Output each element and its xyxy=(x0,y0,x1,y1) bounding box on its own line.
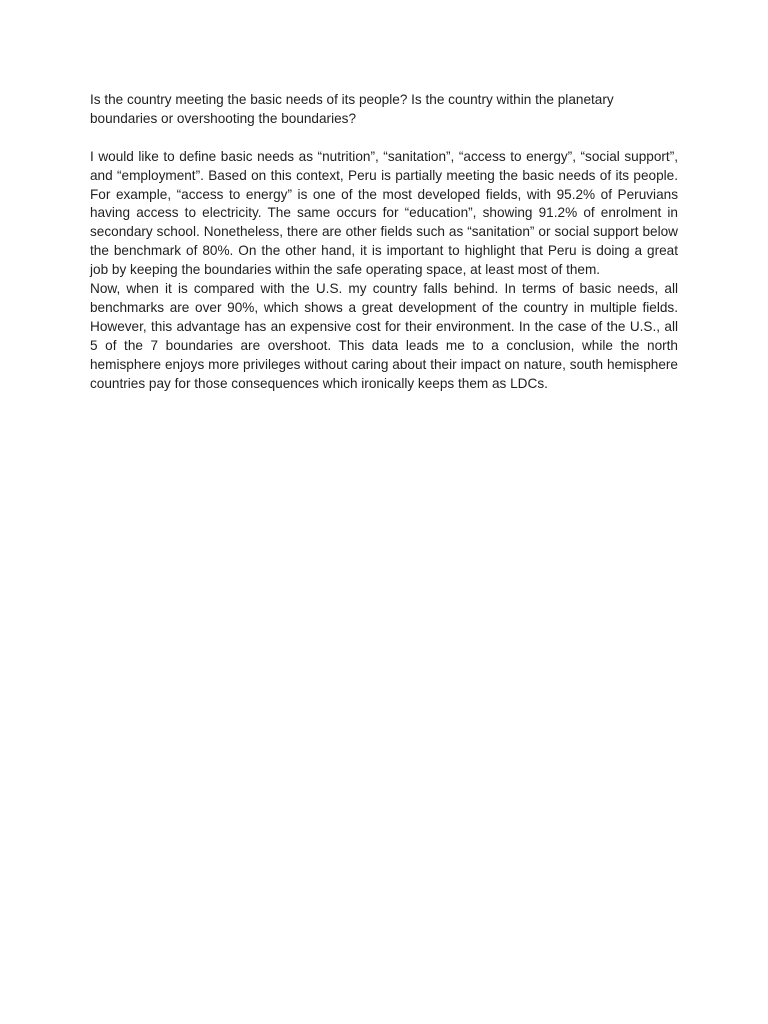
question-heading: Is the country meeting the basic needs of its people? Is the country within the planetary boundaries or overshooting the boundaries? xyxy=(90,92,614,126)
paragraph-basic-needs: I would like to define basic needs as “nutrition”, “sanitation”, “access to energy”, “social support”, and “employment”. Based on this context, Peru is partially meeting the basic needs of its people. For example, “access to energy” is one of the most developed fields, with 95.2% of Peruvians having access to electricity. The same occurs for “education”, showing 91.2% of enrolment in secondary school. Nonetheless, there are other fields such as “sanitation” or social support below the benchmark of 80%. On the other hand, it is important to highlight that Peru is doing a great job by keeping the boundaries within the safe operating space, at least most of them. xyxy=(90,148,678,278)
paragraph-us-comparison: Now, when it is compared with the U.S. my country falls behind. In terms of basic needs, all benchmarks are over 90%, which shows a great development of the country in multiple fields. However, this advantage has an expensive cost for their environment. In the case of the U.S., all 5 of the 7 boundaries are overshoot. This data leads me to a conclusion, while the north hemisphere enjoys more privileges without caring about their impact on nature, south hemisphere countries pay for those consequences which ironically keeps them as LDCs. xyxy=(90,281,678,391)
document-body xyxy=(90,91,678,393)
